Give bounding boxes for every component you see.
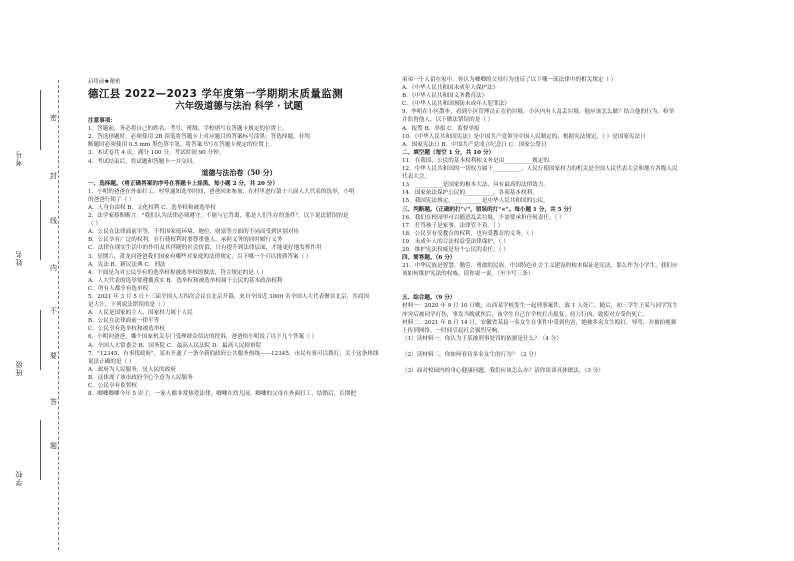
text-line: A．全国人大常委会 B．国务院 C．最高人民法院 D．最高人民检察院	[88, 342, 262, 349]
text-line: （3）面对校园内的身心健康问题，我们应该怎么办？请你谈谈具体做法。（3 分）	[402, 368, 604, 374]
seal-char: 不	[50, 307, 57, 315]
text-line: 3．星期六，黄龙问爸爸我们国家有哪些对家庭的法律规定，以下哪一个可以找到答案（ ）	[88, 253, 312, 260]
left-questions	[88, 188, 390, 398]
text-line: 20．维护宪法权威是每个公民的责任。（ ）	[402, 246, 509, 253]
seal-char: 线	[50, 217, 57, 225]
text-line	[402, 286, 724, 294]
text-line: （2）读材料二，你如何看待多名女生的行为？（2 分）	[402, 351, 540, 358]
text-line: 材料一：2020 年 9 月 10 日晚，山西某学校发生一起刑事案件，致 1 人死亡。随后，初三学生王某与同学发生	[402, 303, 678, 310]
seal-char: 答	[50, 398, 57, 406]
notice-heading: 注意事项:	[88, 118, 113, 125]
text-line: 14．国家依法保护公民的__________，各项基本权利。	[402, 190, 538, 197]
text-line: 7．"12345，有事找政府"，某市开通了一条全新的政府公共服务热线——12345，市民有事可以拨打，关于这条热线	[88, 350, 379, 357]
seal-char: 题	[50, 442, 57, 450]
school-label: 学校	[15, 470, 23, 486]
text-line	[402, 278, 724, 286]
text-line: B．公民享有广泛的权利，在行使权利时要尊重他人，承担义务的同时履行义务	[88, 237, 283, 244]
text-line: 6．小明问爸爸，哪个国家机关专门受理群众信访的投诉，爸爸给小明说了以下几个答案（ ）	[88, 334, 318, 341]
class-label: 班级	[15, 360, 23, 376]
text-line: A．公民在法律面前平等，不得因家庭环境、地位、财富等方面的不同而受到区别对待	[88, 229, 300, 236]
text-line: 上传到网络，一时间引起社会强烈反响。	[402, 327, 503, 334]
text-line: A．人大代表的选举要遵循真实 B．选举权和被选举权属于公民的基本政治权利	[88, 277, 283, 284]
exam-no-label: 考号	[15, 150, 23, 166]
text-line: 并监督他人，以下做法错误的是（ ）	[402, 117, 494, 124]
exam-title: 德江县 2022—2023 学年度第一学期期末质量监测	[88, 88, 344, 101]
text-line: C．公民享有监督权	[88, 383, 138, 389]
text-line: 4．考试结束后，将试题和答题卡一并交回。	[88, 158, 198, 165]
text-line: 13．__________是国家的根本大法，具有最高的法律效力。	[402, 182, 549, 189]
text-line: B．公民在法律面前一律平等	[88, 318, 160, 325]
text-line: 二、填空题（每空 1 分，共 10 分）	[402, 149, 495, 156]
text-line	[402, 359, 724, 367]
text-line: A．人身自由权 B．文化权利 C．选举权和被选举权	[88, 204, 216, 211]
text-line: 19．未成年人的合法权益受法律保护。（ ）	[402, 238, 509, 245]
seal-dashed-line	[58, 80, 59, 550]
text-line	[402, 343, 724, 351]
text-line: 3．本试卷共 4 页，满分 100 分，考试时间 90 分钟。	[88, 150, 225, 157]
text-line: 5．2021 年 3 月 5 日十三届全国人大四次会议在北京开幕，来自全国近 3000 名全国人大代表聚首北京，共商国	[88, 293, 369, 300]
text-line: 代表大会。	[402, 174, 430, 181]
text-line: 的爸爸行使了（ ）	[88, 196, 135, 203]
text-line: A．国家宪法日 B．中国共产党成立纪念日 C．国家公祭日	[402, 141, 547, 148]
text-line: 11．在我国，公民的基本权利和义务是由__________规定的。	[402, 157, 555, 164]
text-line: B．这体现了该市政府全心全意为人民服务	[88, 374, 193, 381]
text-line: 21．中华民族是智慧、勤劳、勇敢的民族，中国特色社会主义建设的根本保证是宪法，那么作为小学生，我们应	[402, 263, 678, 270]
text-line: A．人民是国家的主人，国家权力属于人民	[88, 310, 193, 317]
text-line: 8．卿卿卿卿今年 5 岁了，一家人都非常热爱法律，卿卿在幼儿园，卿卿的父母在外面打工，结婚后，长期把	[88, 391, 356, 398]
text-line: （ ）	[88, 221, 101, 228]
text-line: （1）读材料一，你认为王某被刑事处罚的依据是什么？（4 分）	[402, 335, 562, 342]
seal-char: 要	[50, 352, 57, 360]
text-line: 1．答题前，务必将自己的姓名、考号、班级、学校填写在答题卡规定的位置上。	[88, 126, 288, 133]
exam-no-line	[40, 90, 41, 150]
name-label: 姓名	[15, 250, 23, 266]
text-line: 材料二：2021 年 8 月 14 日，安徽省某县一名女生在事件中受到伤害，她被多名女生殴打、辱骂，并被拍视频	[402, 319, 677, 326]
notice-lines	[88, 125, 390, 165]
text-line: 说法正确的是（ ）	[88, 358, 135, 365]
text-line: 10．《中华人民共和国宪法》是中国共产党领导中国人民制定的，根据宪法规定，（ ）是国家宪法日	[402, 133, 646, 140]
text-line: C．《中华人民共和国预防未成年人犯罪法》	[402, 101, 510, 108]
text-line: 15．我国宪法规定，__________是中华人民共和国的公民。	[402, 198, 549, 205]
right-questions	[402, 76, 724, 375]
text-line: 三、判断题。（正确的打"√"，错误的打"×"。每小题 1 分，共 5 分）	[402, 206, 575, 213]
text-line: 1．小明的爸爸在外面打工，村里通知选举时间，爸爸回来参加，在村里进行第十八届人大代表的选举，小明	[88, 188, 355, 195]
text-line: 四、简答题。（6 分）	[402, 255, 456, 262]
text-line: 断题时必须使用 0.5 mm 黑色签字笔，将答案书写在答题卡规定的位置上。	[88, 142, 276, 149]
secret-mark: 启用前★秘密	[88, 79, 121, 85]
name-line	[40, 200, 41, 260]
text-line: 9．李明在小区散步，看到小区管理员正在扔垃圾，小区内有人乱丢垃圾，他应该怎么做？结合他的行为，检举	[402, 109, 675, 116]
text-line: B．《中华人民共和国义务教育法》	[402, 93, 488, 100]
text-line: 冲突后被同学打伤，事发当晚就医后，该学生自己在学校打击报复，持刀行凶，致使对方受伤死亡。	[402, 311, 649, 318]
binding-strip	[0, 60, 78, 540]
text-line: A．政府为人民服务，是人民的政府	[88, 366, 176, 373]
text-line: 2．法学家蔡斯断言："我们认为法律必须遵守，不能与它背离，那是人们生存的条件"，以下说法错误的是	[88, 213, 349, 220]
class-line	[40, 310, 41, 370]
section-title: 道德与法治卷（50 分）	[201, 167, 277, 177]
text-line: 12．中华人民共和国的一切权力属于__________。人民行使国家权力的机关是全国人民代表大会和地方各级人民	[402, 166, 678, 173]
text-line: 五、综合题。（9 分）	[402, 295, 456, 302]
left-column	[88, 78, 390, 398]
text-line: 2．答选择题时，必须使用 2B 铅笔将答题卡上对应题目的答案标号涂黑；答选择题、非判	[88, 134, 310, 141]
text-line: A．《中华人民共和国未成年人保护法》	[402, 85, 499, 92]
text-line: 4．下面是为对公民享有的选举权和被选举权的做法，符合规定的是（ ）	[88, 269, 267, 276]
seal-char: 内	[50, 264, 57, 272]
text-line: A．报警 B．举报 C．监督举报	[402, 125, 480, 132]
text-line: 18．公民享有受教育的权利，也有受教育的义务。（ ）	[402, 230, 537, 237]
exam-subtitle: 六年级道德与法治 科学 · 试题	[175, 101, 303, 113]
seal-char: 封	[50, 172, 57, 180]
text-line: C．所有人都享有选举权	[88, 285, 149, 292]
text-line: 是大计，下列说法错误的是（ ）	[88, 302, 169, 309]
text-line: 该如何维护宪法的权威，请你说一说。（至少写三条）	[402, 271, 534, 278]
school-line	[40, 420, 41, 480]
seal-char: 密	[50, 114, 57, 122]
text-line: 17．打骂孩子是家事，法律管不着。（ ）	[402, 222, 504, 229]
text-line: 16．我们在校园里可以随意乱丢垃圾，不需要承担任何责任。（ ）	[402, 214, 565, 221]
text-line: C．法律在现实生活中的作用及其伴随的社会价值，只有提升到法律层面，才能更好地发挥作用	[88, 245, 322, 252]
text-line: 弟弟一个人留在家中。你认为卿卿的父母行为违反了以下哪一部法律中的相关规定（ ）	[402, 77, 617, 83]
right-column	[402, 76, 724, 375]
text-line: A．宪法 B．新民法典 C．刑法	[88, 261, 166, 268]
part-heading: 一、选择题。（将正确答案的序号在答题卡上涂黑。每小题 2 分，共 20 分）	[88, 180, 279, 187]
text-line: C．公民享有选举权和被选举权	[88, 326, 165, 333]
